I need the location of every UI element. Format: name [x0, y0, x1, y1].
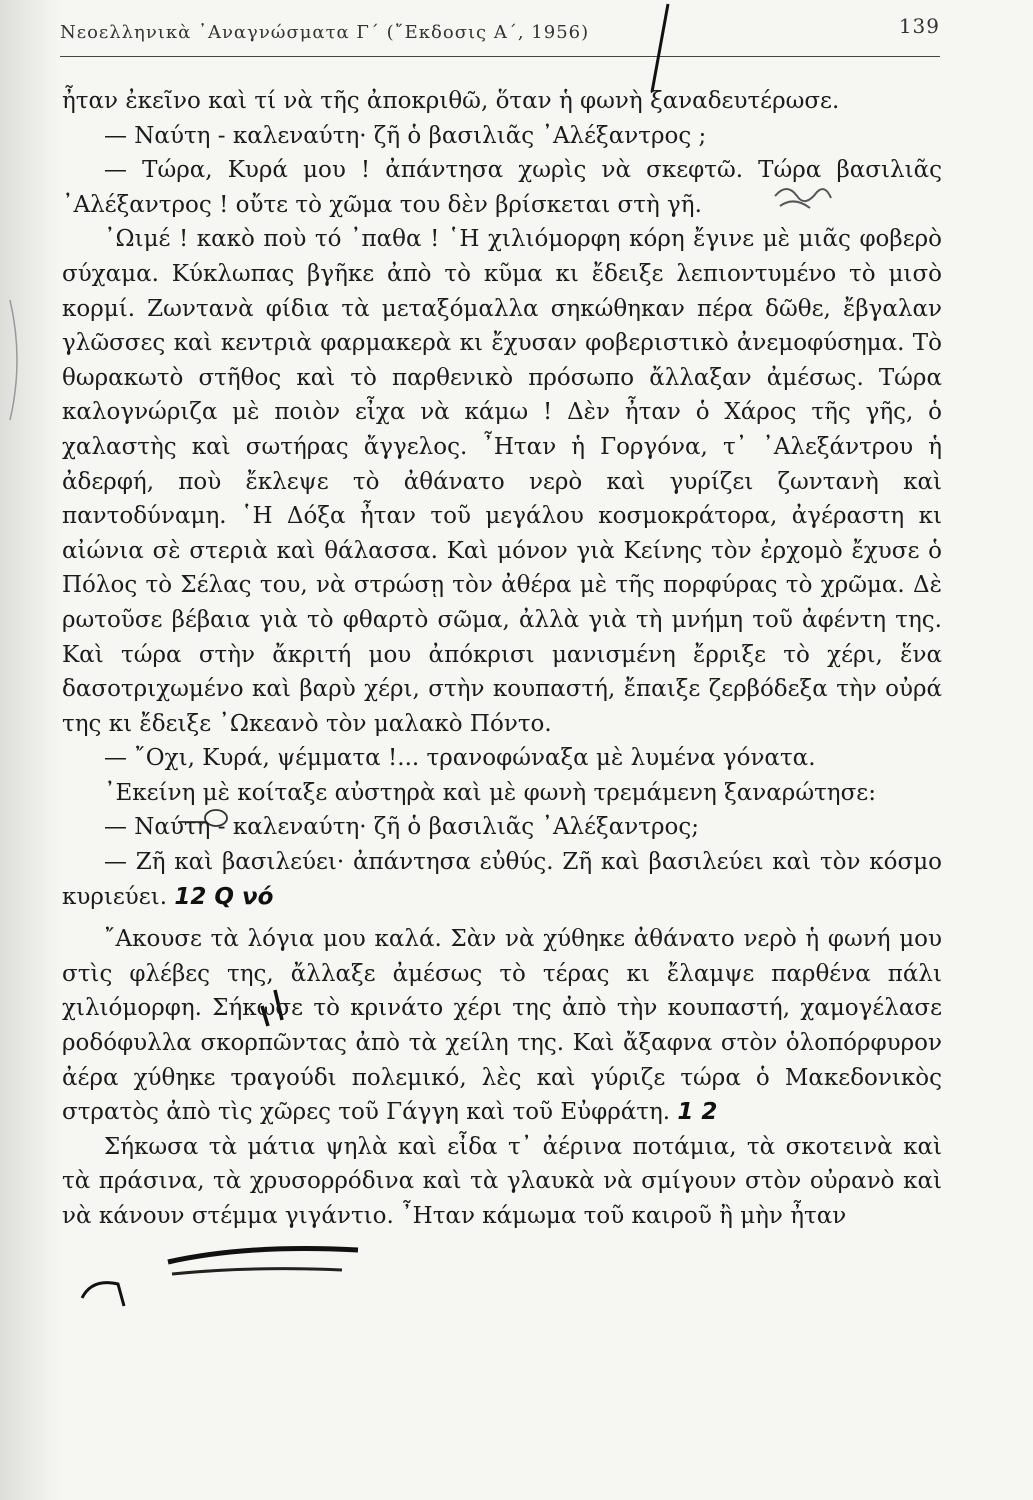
- paragraph: ᾿Εκείνη μὲ κοίταξε αὐστηρὰ καὶ μὲ φωνὴ τρεμάμενη ξαναρώτησε:: [104, 779, 876, 806]
- paragraph: — Τώρα, Κυρά μου ! ἀπάντησα χωρὶς νὰ σκεφτῶ. Τώρα βασιλιᾶς ᾿Αλέξαντρος ! οὔτε τὸ χῶμα του δὲν βρίσκεται στὴ γῆ.: [62, 157, 942, 218]
- paragraph: — ῎Οχι, Κυρά, ψέμματα !... τρανοφώναξα μὲ λυμένα γόνατα.: [104, 745, 816, 772]
- paragraph: [62, 922, 942, 1130]
- paragraph: — Ναύτη - καλεναύτη· ζῆ ὁ βασιλιᾶς ᾿Αλέξαντρος;: [104, 814, 699, 841]
- paragraph-text: ῎Ακουσε τὰ λόγια μου καλά. Σὰν νὰ χύθηκε ἀθάνατο νερὸ ἡ φωνή μου στὶς φλέβες της, ἄλλαξε ἀμέσως τὸ τέρας κι ἔλαμψε παρθένα πάλι χιλιόμορφη. Σήκωσε τὸ κρινάτο χέρι της ἀπὸ τὴν κουπαστή, χαμογέλασε ροδόφυλλα σκορπῶντας ἀπὸ τὰ χείλη της. Καὶ ἄξαφνα στὸν ὁλοπόρφυρον ἀέρα χύθηκε τραγούδι πολεμικό, λὲς καὶ γύριζε τώρα ὁ Μακεδονικὸς στρατὸς ἀπὸ τὶς χῶρες τοῦ Γάγγη καὶ τοῦ Εὐφράτη.: [62, 926, 942, 1126]
- running-header: [60, 14, 940, 46]
- handwritten-note: 12 Q νό: [174, 883, 274, 910]
- handwritten-note: 1 2: [677, 1099, 718, 1126]
- page-number: 139: [898, 14, 940, 38]
- body-text: [62, 84, 942, 1234]
- strike-through-2: [172, 1269, 342, 1274]
- paragraph: ᾿Ωιμέ ! κακὸ ποὺ τό ᾿παθα ! ῾Η χιλιόμορφη κόρη ἔγινε μὲ μιᾶς φοβερὸ σύχαμα. Κύκλωπας βγῆκε ἀπὸ τὸ κῦμα κι ἔδειξε λεπιοντυμένο τὸ μισὸ κορμί. Ζωντανὰ φίδια τὰ μεταξόμαλλα σηκώθηκαν πέρα δῶθε, ἔβγαλαν γλῶσσες καὶ κεντριὰ φαρμακερὰ κι ἔχυσαν φοβεριστικὸ ἀνεμοφύσημα. Τὸ θωρακωτὸ στῆθος καὶ τὸ παρθενικὸ πρόσωπο ἄλλαξαν ἀμέσως. Τώρα καλογνώριζα μὲ ποιὸν εἶχα νὰ κάμω ! Δὲν ἦταν ὁ Χάρος τῆς γῆς, ὁ χαλαστὴς καὶ σωτήρας ἄγγελος. ῏Ηταν ἡ Γοργόνα, τ᾿ ᾿Αλεξάντρου ἡ ἀδερφή, ποὺ ἔκλεψε τὸ ἀθάνατο νερὸ καὶ γυρίζει ζωντανὴ καὶ παντοδύναμη. ῾Η Δόξα ἦταν τοῦ μεγάλου κοσμοκράτορα, ἀγέραστη κι αἰώνια σὲ στεριὰ καὶ θάλασσα. Καὶ μόνον γιὰ Κείνης τὸν ἐρχομὸ ἔχυσε ὁ Πόλος τὸ Σέλας του, νὰ στρώσῃ τὸν ἀθέρα μὲ τῆς πορφύρας τὸ χρῶμα. Δὲ ρωτοῦσε βέβαια γιὰ τὸ φθαρτὸ σῶμα, ἀλλὰ γιὰ τὴ μνήμη τοῦ ἀφέντη της. Καὶ τώρα στὴν ἄκριτή μου ἀπόκρισι μανισμένη ἔρριξε τὸ χέρι, ἕνα δασοτριχωμένο καὶ βαρὺ χέρι, στὴν κουπαστή, ἔπαιξε ζερβόδεξα τὴν οὐρά της κι ἔδειξε ᾿Ωκεανὸ τὸν μαλακὸ Πόντο.: [62, 226, 942, 737]
- strike-through: [168, 1249, 358, 1263]
- paragraph: Σήκωσα τὰ μάτια ψηλὰ καὶ εἶδα τ᾿ ἀέρινα ποτάμια, τὰ σκοτεινὰ καὶ τὰ πράσινα, τὰ χρυσορρόδινα καὶ τὰ γλαυκὰ νὰ σμίγουν στὸν οὐρανὸ καὶ νὰ κάνουν στέμμα γιγάντιο. ῏Ηταν κάμωμα τοῦ καιροῦ ἢ μὴν ἦταν: [62, 1133, 942, 1229]
- paragraph: ἦταν ἐκεῖνο καὶ τί νὰ τῆς ἀποκριθῶ, ὅταν ἡ φωνὴ ξαναδευτέρωσε.: [62, 88, 840, 114]
- paragraph-text: — Ζῆ καὶ βασιλεύει· ἀπάντησα εὐθύς. Ζῆ καὶ βασιλεύει καὶ τὸν κόσμο κυριεύει.: [62, 849, 942, 910]
- header-title: Νεοελληνικὰ ᾿Αναγνώσματα Γ΄ (῎Εκδοσις Α΄, 1956): [60, 22, 590, 43]
- binding-shadow: [0, 0, 60, 1500]
- header-rule: [60, 56, 940, 57]
- arrow-mark: [82, 1283, 124, 1306]
- paragraph: — Ναύτη - καλεναύτη· ζῆ ὁ βασιλιᾶς ᾿Αλέξαντρος ;: [104, 122, 707, 149]
- paragraph: [62, 845, 942, 914]
